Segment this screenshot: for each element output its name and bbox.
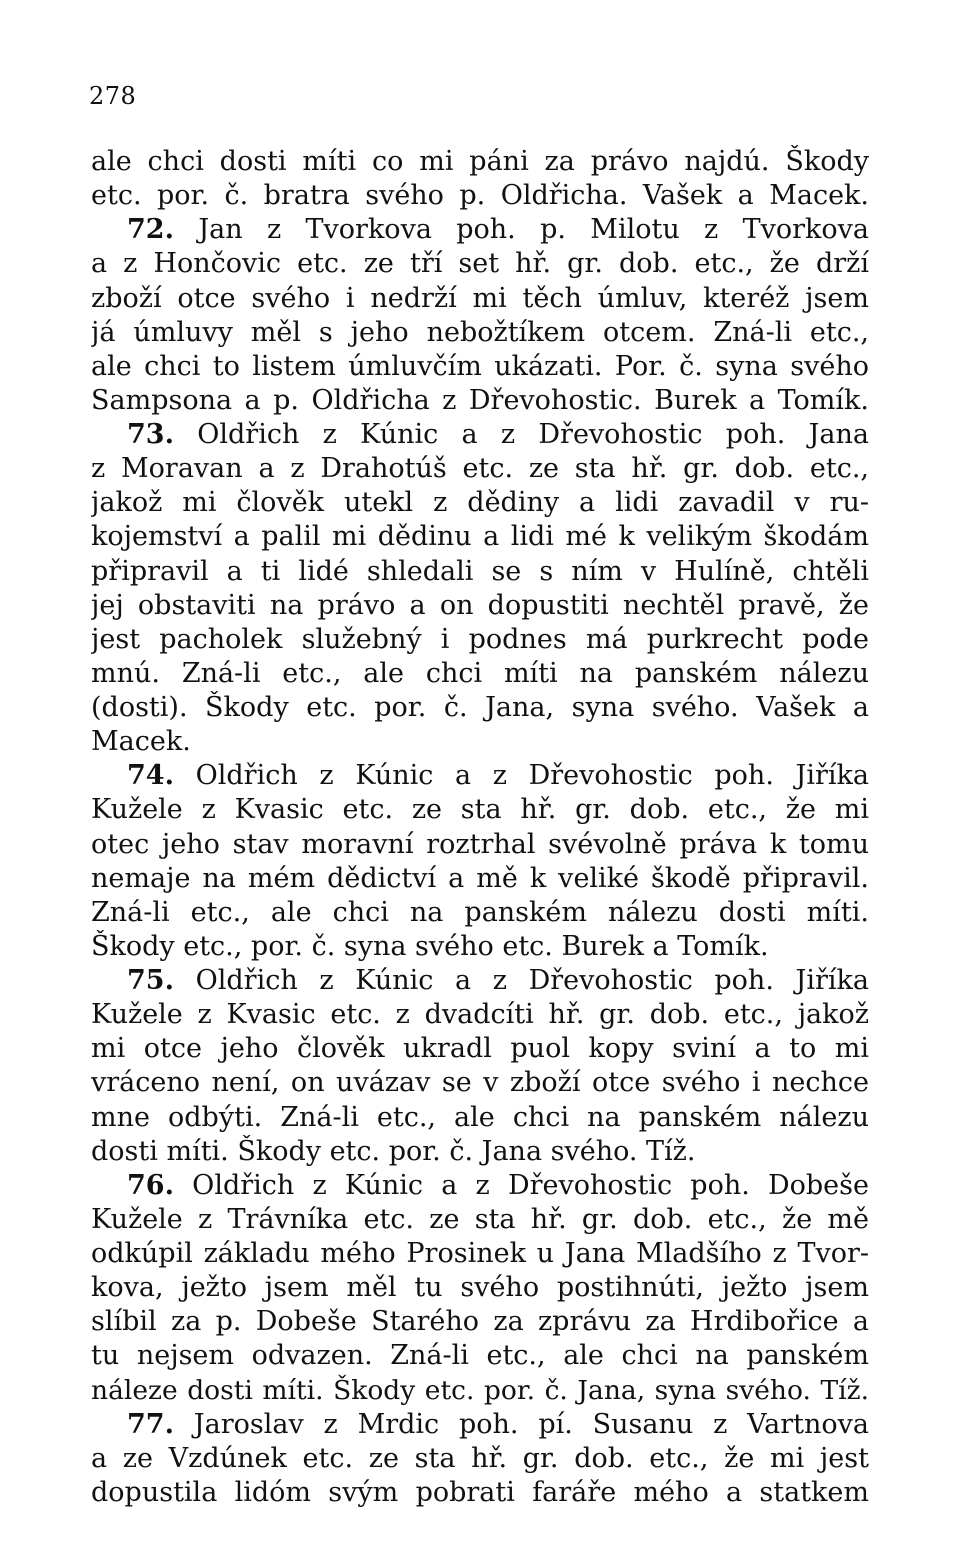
line-text: Kužele z Kvasic etc. z dvadcíti hř. gr. dob. etc., jakož — [91, 999, 869, 1031]
line-text: dosti míti. Škody etc. por. č. Jana svého. Tíž. — [91, 1135, 696, 1167]
line-text: Macek. — [91, 726, 191, 758]
line-text: připravil a ti lidé shledali se s ním v Hulíně, chtěli — [91, 555, 869, 587]
entry-number: 76. — [127, 1169, 174, 1201]
text-line — [91, 623, 869, 657]
text-line — [91, 520, 869, 554]
line-text: slíbil za p. Dobeše Starého za zprávu za Hrdibořice a — [91, 1306, 869, 1338]
line-text: zboží otce svého i nedrží mi těch úmluv, kteréž jsem — [91, 282, 869, 314]
line-text: Kužele z Kvasic etc. ze sta hř. gr. dob. etc., že mi — [91, 794, 869, 826]
line-text: mne odbýti. Zná-li etc., ale chci na panském nálezu — [91, 1101, 869, 1133]
text-line — [91, 486, 869, 520]
line-text: dopustila lidóm svým pobrati faráře mého a statkem — [91, 1476, 869, 1508]
line-text: ale chci dosti míti co mi páni za právo najdú. Škody — [91, 146, 869, 177]
text-line — [91, 657, 869, 691]
entry-number: 73. — [127, 419, 174, 450]
text-line — [91, 1237, 869, 1271]
line-text: Jaroslav z Mrdic poh. pí. Susanu z Vartnova — [173, 1408, 869, 1440]
text-line — [91, 589, 869, 623]
text-line — [91, 1101, 869, 1135]
entry-number: 72. — [127, 214, 174, 246]
line-text: Jan z Tvorkova poh. p. Milotu z Tvorkova — [173, 214, 869, 246]
line-text: a z Hončovic etc. ze tří set hř. gr. dob. etc., že drží — [91, 248, 869, 280]
line-text: nemaje na mém dědictví a mě k veliké škodě připravil. — [91, 862, 869, 894]
line-text: náleze dosti míti. Škody etc. por. č. Jana, syna svého. Tíž. — [91, 1374, 869, 1406]
entry-first-line — [91, 213, 869, 247]
line-text: tu nejsem odvazen. Zná-li etc., ale chci na panském — [91, 1340, 869, 1372]
line-text: Oldřich z Kúnic a z Dřevohostic poh. Jana — [173, 419, 869, 450]
line-text: Oldřich z Kúnic a z Dřevohostic poh. Jiříka — [173, 965, 869, 996]
line-text: z Moravan a z Drahotúš etc. ze sta hř. gr. dob. etc., — [91, 453, 869, 485]
entry-number: 77. — [127, 1408, 174, 1440]
line-text: Kužele z Trávníka etc. ze sta hř. gr. dob. etc., že mě — [91, 1203, 869, 1235]
page-text — [91, 145, 869, 1510]
line-text: já úmluvy měl s jeho nebožtíkem otcem. Zná-li etc., — [91, 316, 869, 348]
text-line — [91, 862, 869, 896]
entry-first-line — [91, 1169, 869, 1203]
line-text: ale chci to listem úmluvčím ukázati. Por. č. syna svého — [91, 350, 869, 382]
text-line — [91, 555, 869, 589]
entry-first-line — [91, 418, 869, 452]
page-number: 278 — [89, 82, 137, 110]
line-text: mi otce jeho člověk ukradl puol kopy sviní a to mi — [91, 1033, 869, 1065]
entry-first-line — [91, 1408, 869, 1442]
entry-number: 75. — [127, 965, 174, 996]
line-text: kova, ježto jsem měl tu svého postihnúti, ježto jsem — [91, 1272, 869, 1304]
text-line — [91, 691, 869, 725]
text-line — [91, 145, 869, 179]
line-text: (dosti). Škody etc. por. č. Jana, syna svého. Vašek a — [91, 692, 869, 723]
text-line — [91, 1305, 869, 1339]
text-line — [91, 1476, 869, 1510]
text-line — [91, 1135, 869, 1169]
text-line — [91, 896, 869, 930]
text-line — [91, 384, 869, 418]
line-text: Oldřich z Kúnic a z Dřevohostic poh. Dobeše — [173, 1169, 869, 1201]
text-line — [91, 725, 869, 759]
line-text: Oldřich z Kúnic a z Dřevohostic poh. Jiříka — [173, 760, 869, 792]
line-text: jej obstaviti na právo a on dopustiti nechtěl pravě, že — [91, 589, 869, 621]
line-text: jest pacholek služebný i podnes má purkrecht pode — [91, 623, 869, 655]
entry-first-line — [91, 964, 869, 998]
line-text: odkúpil základu mého Prosinek u Jana Mladšího z Tvor- — [91, 1238, 869, 1269]
line-text: a ze Vzdúnek etc. ze sta hř. gr. dob. etc., že mi jest — [91, 1442, 869, 1474]
line-text: Škody etc., por. č. syna svého etc. Burek a Tomík. — [91, 930, 769, 962]
text-line — [91, 316, 869, 350]
line-text: otec jeho stav moravní roztrhal svévolně práva k tomu — [91, 828, 869, 860]
entry-number: 74. — [127, 760, 174, 792]
line-text: jakož mi člověk utekl z dědiny a lidi zavadil v ru- — [91, 487, 869, 519]
text-line — [91, 1374, 869, 1408]
line-text: etc. por. č. bratra svého p. Oldřicha. Vašek a Macek. — [91, 180, 869, 212]
line-text: mnú. Zná-li etc., ale chci míti na panském nálezu — [91, 657, 869, 689]
text-line — [91, 1271, 869, 1305]
text-line — [91, 998, 869, 1032]
text-line — [91, 282, 869, 316]
line-text: vráceno není, on uvázav se v zboží otce svého i nechce — [91, 1067, 869, 1099]
text-line — [91, 350, 869, 384]
line-text: Zná-li etc., ale chci na panském nálezu dosti míti. — [91, 896, 869, 928]
text-line — [91, 793, 869, 827]
text-line — [91, 1066, 869, 1100]
text-line — [91, 1442, 869, 1476]
line-text: kojemství a palil mi dědinu a lidi mé k velikým škodám — [91, 521, 869, 553]
text-line — [91, 1339, 869, 1373]
text-line — [91, 452, 869, 486]
line-text: Sampsona a p. Oldřicha z Dřevohostic. Burek a Tomík. — [91, 384, 869, 416]
text-line — [91, 1203, 869, 1237]
text-line — [91, 1032, 869, 1066]
text-line — [91, 247, 869, 281]
text-line — [91, 930, 869, 964]
entry-first-line — [91, 759, 869, 793]
text-line — [91, 179, 869, 213]
text-line — [91, 828, 869, 862]
